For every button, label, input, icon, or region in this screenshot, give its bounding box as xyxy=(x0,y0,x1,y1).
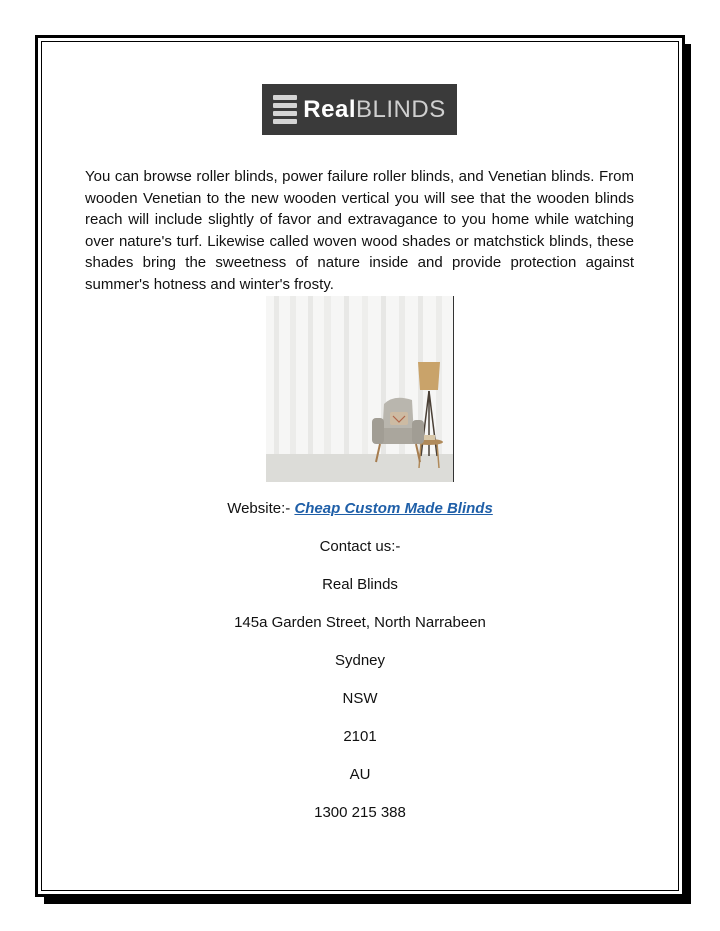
description-paragraph: You can browse roller blinds, power failure roller blinds, and Venetian blinds. From wooden Venetian to the new wooden vertical you will see that the wooden blinds reach will include slightly of favor and extravagance to you home while watching over nature's turf. Likewise called woven wood shades or matchstick blinds, these shades bring the sweetness of nature inside and provide protection against summer's hotness and winter's frosty. xyxy=(85,168,634,293)
state: NSW xyxy=(342,690,378,707)
contact-heading: Contact us:- xyxy=(319,538,401,555)
blinds-logo-icon xyxy=(273,95,297,125)
page-shadow-bottom xyxy=(44,897,691,904)
logo-wordmark: RealBLINDS xyxy=(303,95,446,123)
website-link[interactable]: Cheap Custom Made Blinds xyxy=(294,500,493,517)
company-name: Real Blinds xyxy=(322,576,398,593)
street-address: 145a Garden Street, North Narrabeen xyxy=(234,614,486,631)
real-blinds-logo xyxy=(262,84,457,135)
country: AU xyxy=(349,766,371,783)
curtain-room-photo xyxy=(266,296,454,482)
postcode: 2101 xyxy=(343,728,377,745)
phone-number: 1300 215 388 xyxy=(314,804,406,821)
website-line xyxy=(0,500,720,517)
website-label: Website:- xyxy=(227,500,295,517)
city: Sydney xyxy=(334,652,386,669)
curtain-room-illustration xyxy=(266,296,453,482)
